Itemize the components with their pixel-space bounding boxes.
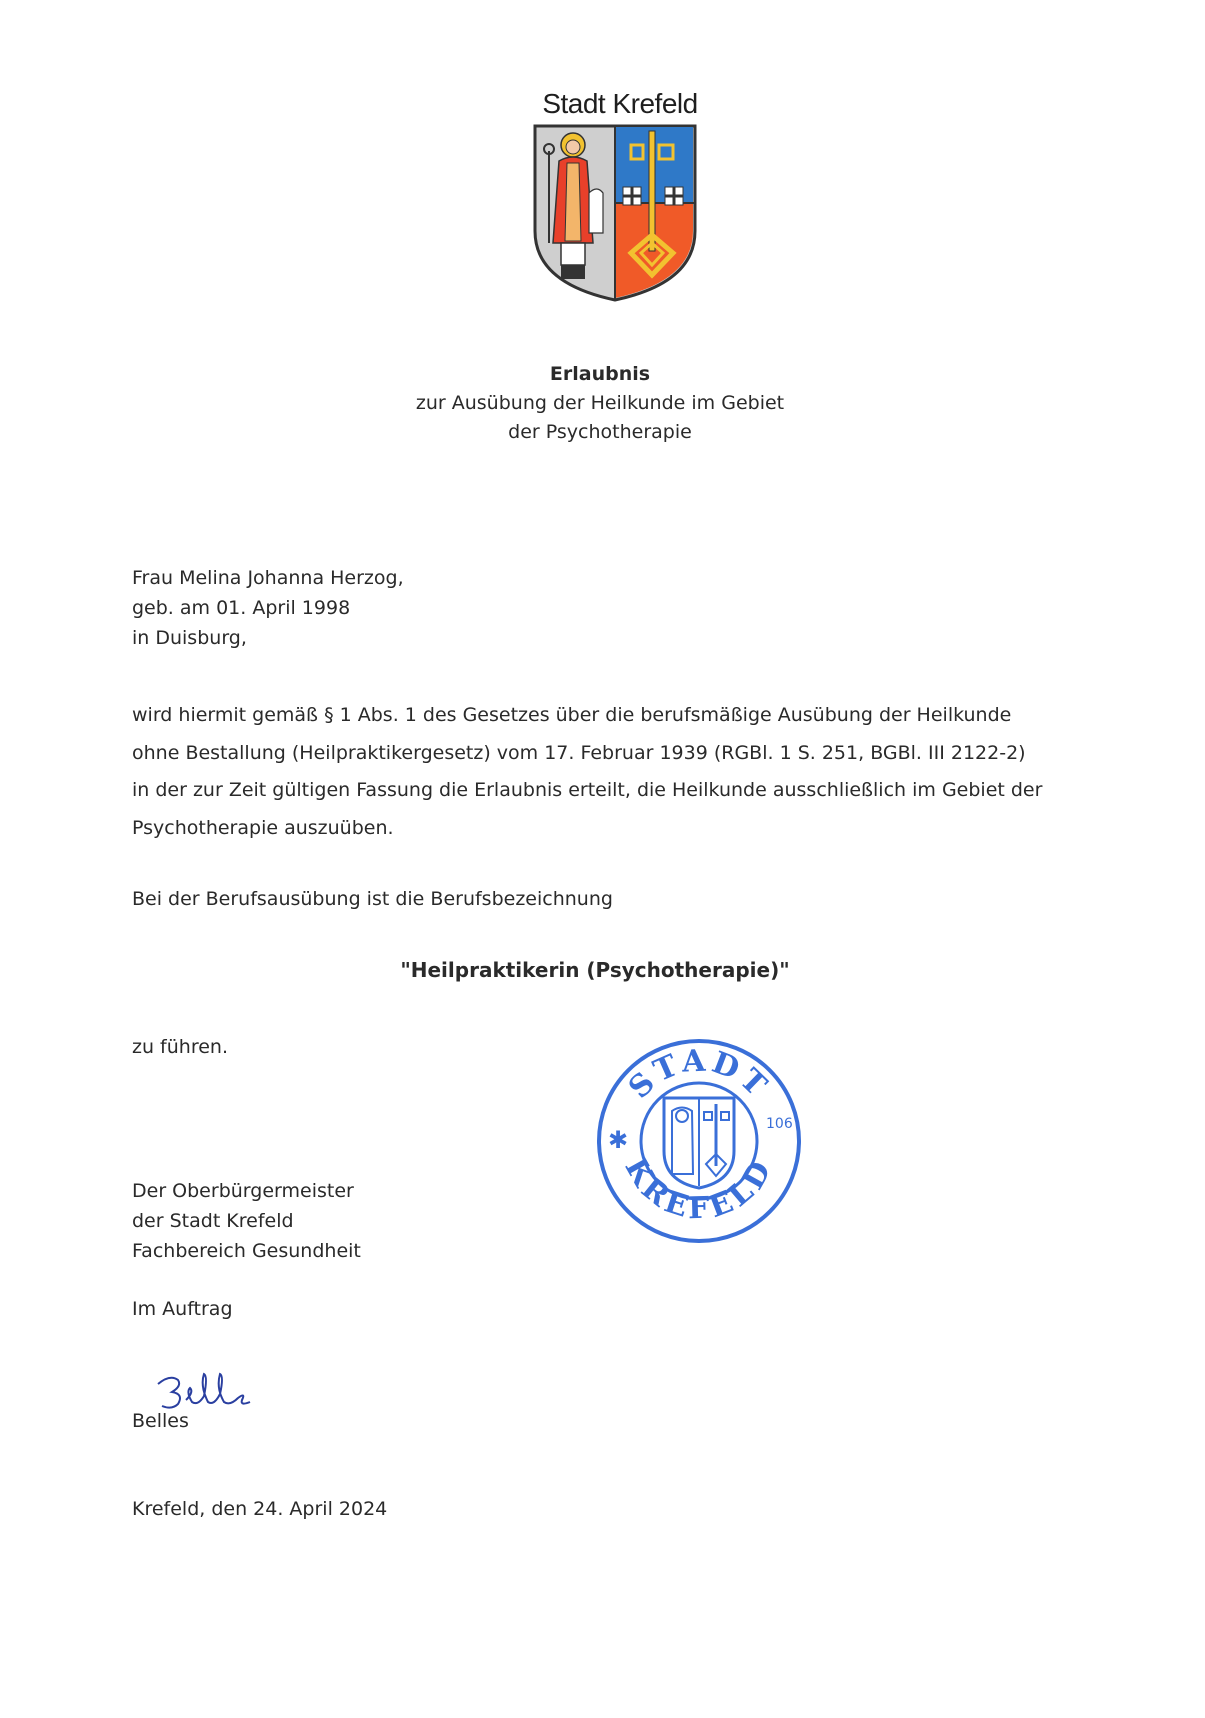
document-subtitle-line2: der Psychotherapie: [508, 421, 692, 443]
permission-line: Psychotherapie auszuüben.: [132, 816, 394, 839]
permission-line: wird hiermit gemäß § 1 Abs. 1 des Gesetzes über die berufsmäßige Ausübung der Heilkunde: [132, 704, 1012, 726]
city-seal-stamp: [594, 1036, 804, 1246]
signatory-name: Belles: [132, 1410, 189, 1432]
recipient-place: in Duisburg,: [132, 627, 247, 649]
on-behalf-label: Im Auftrag: [132, 1298, 233, 1320]
recipient-birth: geb. am 01. April 1998: [132, 597, 351, 619]
permission-line: ohne Bestallung (Heilpraktikergesetz) vom 17. Februar 1939 (RGBl. 1 S. 251, BGBl. III 2122-2): [132, 741, 1026, 764]
authority-line: der Stadt Krefeld: [132, 1210, 294, 1232]
authority-block: [132, 1176, 361, 1266]
permission-paragraph: [132, 697, 1092, 847]
authority-line: Fachbereich Gesundheit: [132, 1240, 361, 1262]
designation-intro: Bei der Berufsausübung ist die Berufsbezeichnung: [132, 888, 613, 910]
authority-line: Der Oberbürgermeister: [132, 1180, 354, 1202]
stamp-number: 106: [766, 1116, 793, 1132]
coat-of-arms-icon: [531, 123, 699, 303]
document-title: Erlaubnis: [549, 363, 651, 385]
professional-title: "Heilpraktikerin (Psychotherapie)": [400, 958, 790, 982]
stamp-star-icon: ✱: [608, 1126, 629, 1154]
recipient-name: Frau Melina Johanna Herzog,: [132, 567, 404, 589]
document-heading: [300, 360, 900, 447]
city-name-header: Stadt Krefeld: [542, 88, 698, 119]
place-date-line: Krefeld, den 24. April 2024: [132, 1498, 388, 1520]
permission-line: in der zur Zeit gültigen Fassung die Erlaubnis erteilt, die Heilkunde ausschließlich im Gebiet der: [132, 779, 1043, 801]
designation-outro: zu führen.: [132, 1036, 228, 1058]
stamp-top-text: STADT: [621, 1043, 776, 1106]
recipient-block: [132, 563, 404, 653]
document-subtitle-line1: zur Ausübung der Heilkunde im Gebiet: [415, 392, 785, 414]
stamp-bottom-text: KREFELD: [617, 1152, 781, 1227]
